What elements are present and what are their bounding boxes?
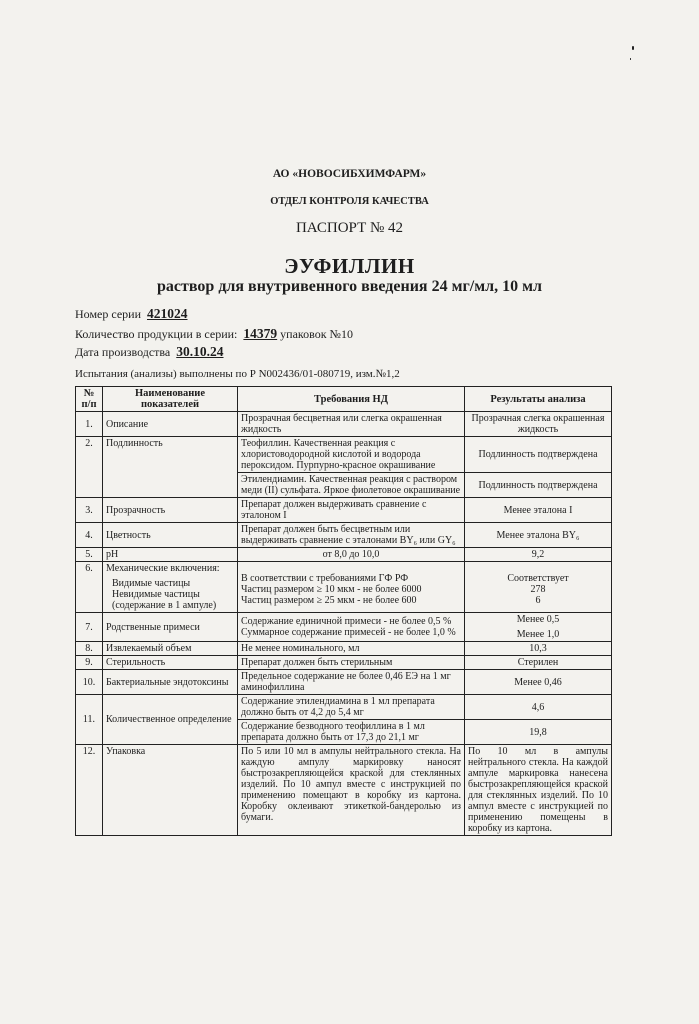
row-num: 7. xyxy=(76,613,103,642)
row-name: Упаковка xyxy=(103,745,238,836)
row-name: pH xyxy=(103,548,238,562)
row-result: 19,8 xyxy=(465,720,612,745)
row-requirement: Теофиллин. Качественная реакция с хлористоводородной кислотой и водорода пероксидом. Пурпурно-красное окрашивание xyxy=(238,437,465,473)
row-requirement: По 5 или 10 мл в ампулы нейтрального стекла. На каждую ампулу маркировку наносят быстрозакрепляющейся краской для стеклянных изделий. По 10 ампул вместе с инструкцией по применению помещают в коробку из картона. Коробку оклеивают этикеткой-бандеролью из бумаги. xyxy=(238,745,465,836)
series-value: 421024 xyxy=(147,306,188,321)
date-label: Дата производства xyxy=(75,345,171,359)
row-result: 9,2 xyxy=(465,548,612,562)
row-num: 3. xyxy=(76,498,103,523)
row-requirement: Этилендиамин. Качественная реакция с раствором меди (II) сульфата. Яркое фиолетовое окрашивание xyxy=(238,473,465,498)
res-line: 6 xyxy=(535,594,541,606)
row-requirement: Прозрачная бесцветная или слегка окрашенная жидкость xyxy=(238,412,465,437)
passport-title: ПАСПОРТ № 42 xyxy=(295,220,404,236)
department-name: ОТДЕЛ КОНТРОЛЯ КАЧЕСТВА xyxy=(270,196,429,207)
row-name: Количественное определение xyxy=(103,695,238,745)
series-line xyxy=(75,306,188,322)
product-name: ЭУФИЛЛИН xyxy=(284,254,415,278)
row-num: 4. xyxy=(76,523,103,548)
table-row xyxy=(76,412,612,437)
row-name: Стерильность xyxy=(103,656,238,670)
row-result: Менее эталона I xyxy=(465,498,612,523)
req-line: Суммарное содержание примесей - не более 1,0 % xyxy=(241,627,456,638)
visible-particles-label: Видимые частицы xyxy=(112,578,191,589)
table-row xyxy=(76,523,612,548)
row-num: 8. xyxy=(76,642,103,656)
table-header-row xyxy=(76,387,612,412)
table-row xyxy=(76,745,612,836)
tests-reference: Испытания (анализы) выполнены по Р N002436/01-080719, изм.№1,2 xyxy=(75,368,400,380)
row-num: 1. xyxy=(76,412,103,437)
row-name: Бактериальные эндотоксины xyxy=(103,670,238,695)
invisible-particles-label: Невидимые частицы (содержание в 1 ампуле) xyxy=(112,589,217,611)
date-value: 30.10.24 xyxy=(176,344,224,359)
quantity-label: Количество продукции в серии: xyxy=(75,327,238,341)
product-form: раствор для внутривенного введения 24 мг/мл, 10 мл xyxy=(157,278,542,295)
quantity-line xyxy=(75,326,353,342)
row-result: Прозрачная слегка окрашенная жидкость xyxy=(465,412,612,437)
row-result: Менее 0,46 xyxy=(465,670,612,695)
table-row xyxy=(76,562,612,613)
row-requirement xyxy=(238,613,465,642)
row-result: Стерилен xyxy=(465,656,612,670)
table-row xyxy=(76,642,612,656)
mech-inclusions-label: Механические включения: xyxy=(106,563,220,574)
row-name: Цветность xyxy=(103,523,238,548)
row-result xyxy=(465,613,612,642)
header-name: Наименование показателей xyxy=(103,387,238,412)
header-results: Результаты анализа xyxy=(465,387,612,412)
row-requirement: Препарат должен быть бесцветным или выдерживать сравнение с эталонами BY₆ или GY₆ xyxy=(238,523,465,548)
req-line: Частиц размером ≥ 10 мкм - не более 6000 xyxy=(241,583,422,595)
header-num: № п/п xyxy=(76,387,103,412)
row-requirement: Содержание этилендиамина в 1 мл препарата должно быть от 4,2 до 5,4 мг xyxy=(238,695,465,720)
row-num: 11. xyxy=(76,695,103,745)
table-row xyxy=(76,656,612,670)
row-num: 5. xyxy=(76,548,103,562)
table-row xyxy=(76,548,612,562)
analysis-table xyxy=(75,386,612,836)
scan-speck xyxy=(630,58,631,60)
row-requirement: Содержание безводного теофиллина в 1 мл препарата должно быть от 17,3 до 21,1 мг xyxy=(238,720,465,745)
row-num: 6. xyxy=(76,562,103,613)
row-requirement: Предельное содержание не более 0,46 ЕЭ на 1 мг аминофиллина xyxy=(238,670,465,695)
row-name: Подлинность xyxy=(103,437,238,498)
row-result xyxy=(465,562,612,613)
row-result: Подлинность подтверждена xyxy=(465,473,612,498)
row-requirement xyxy=(238,562,465,613)
table-row xyxy=(76,670,612,695)
res-line: 278 xyxy=(530,583,546,595)
row-result: 10,3 xyxy=(465,642,612,656)
table-row xyxy=(76,437,612,473)
row-result: По 10 мл в ампулы нейтрального стекла. На каждой ампуле маркировка нанесена быстрозакрепляющейся краской для стеклянных изделий. По 10 ампул вместе с инструкцией по применению помещены в коробку из картона. xyxy=(465,745,612,836)
req-line: Содержание единичной примеси - не более 0,5 % xyxy=(241,616,452,627)
table-row xyxy=(76,695,612,720)
header-requirements: Требования НД xyxy=(238,387,465,412)
quantity-value: 14379 xyxy=(243,326,278,341)
row-num: 12. xyxy=(76,745,103,836)
organization-name: АО «НОВОСИБХИМФАРМ» xyxy=(272,168,427,180)
res-line: Соответствует xyxy=(507,572,569,584)
quantity-suffix: упаковок №10 xyxy=(280,327,353,341)
row-name: Описание xyxy=(103,412,238,437)
row-num: 9. xyxy=(76,656,103,670)
row-name xyxy=(103,562,238,613)
req-line: Частиц размером ≥ 25 мкм - не более 600 xyxy=(241,594,417,606)
res-line: Менее 0,5 xyxy=(516,614,560,625)
series-label: Номер серии xyxy=(75,307,141,321)
row-name: Прозрачность xyxy=(103,498,238,523)
table-row xyxy=(76,613,612,642)
row-requirement: Препарат должен быть стерильным xyxy=(238,656,465,670)
row-result: Менее эталона BY₆ xyxy=(465,523,612,548)
row-requirement: Не менее номинального, мл xyxy=(238,642,465,656)
row-num: 2. xyxy=(76,437,103,498)
table-row xyxy=(76,498,612,523)
scan-speck xyxy=(632,46,634,50)
row-name: Родственные примеси xyxy=(103,613,238,642)
date-line xyxy=(75,344,224,360)
row-num: 10. xyxy=(76,670,103,695)
row-name: Извлекаемый объем xyxy=(103,642,238,656)
row-result: Подлинность подтверждена xyxy=(465,437,612,473)
row-requirement: от 8,0 до 10,0 xyxy=(238,548,465,562)
res-line: Менее 1,0 xyxy=(516,629,560,640)
row-requirement: Препарат должен выдерживать сравнение с эталоном I xyxy=(238,498,465,523)
row-result: 4,6 xyxy=(465,695,612,720)
req-line: В соответствии с требованиями ГФ РФ xyxy=(241,572,409,584)
